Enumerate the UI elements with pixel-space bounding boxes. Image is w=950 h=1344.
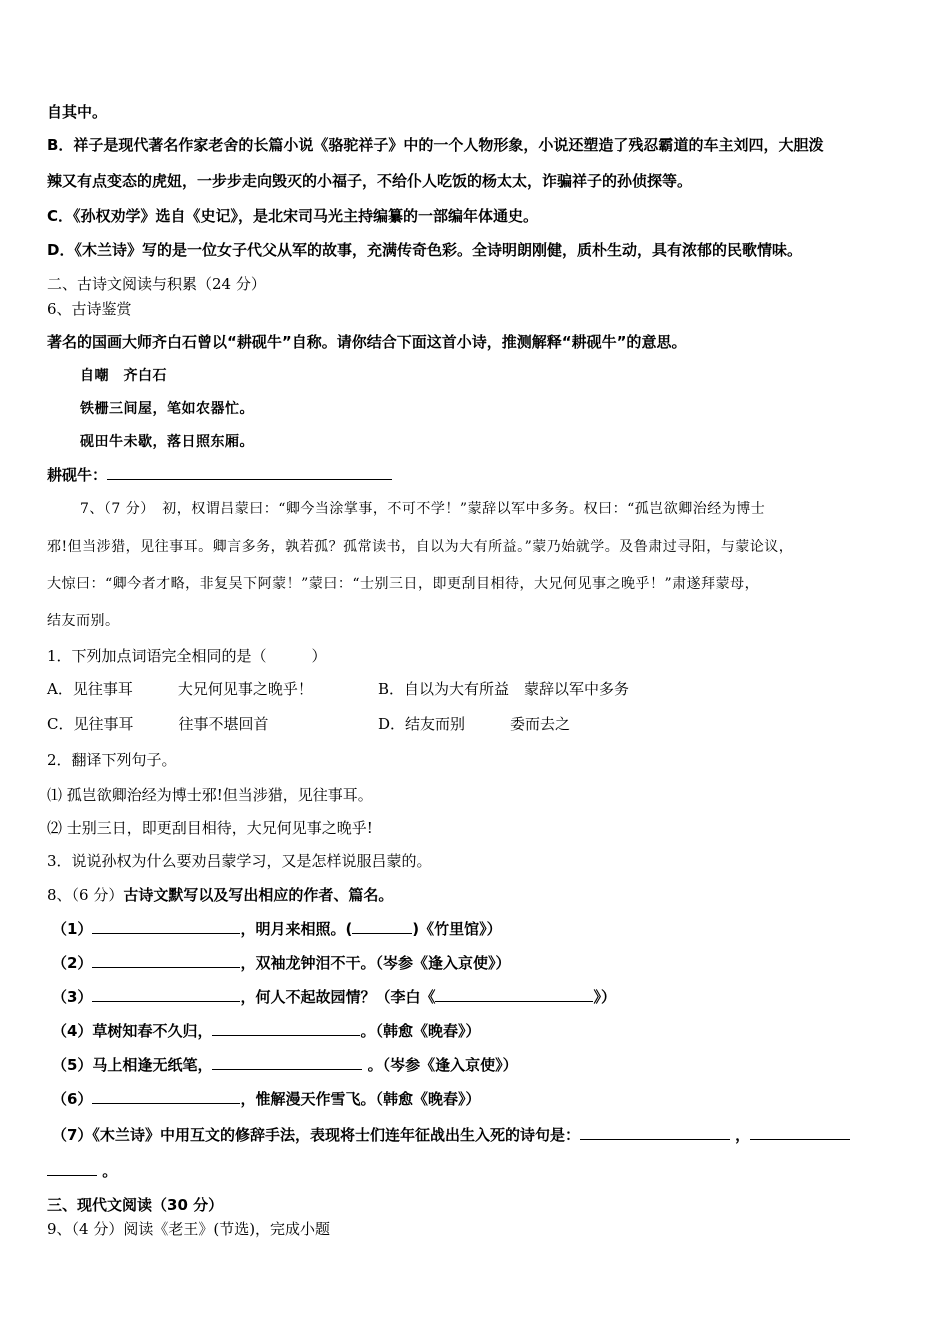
- item-text: （4）草树知春不久归，: [52, 1022, 213, 1040]
- fill-blank[interactable]: [92, 952, 240, 968]
- question-8-heading: [47, 884, 393, 906]
- fill-item-2: [52, 952, 510, 974]
- option-c: C．《孙权劝学》选自《史记》，是北宋司马光主持编纂的一部编年体通史。: [47, 207, 539, 225]
- fill-blank[interactable]: [47, 1160, 97, 1176]
- choice-d: D．结友而别 委而去之: [378, 715, 571, 733]
- item-number: （2）: [52, 954, 93, 972]
- subquestion-2: 2．翻译下列句子。: [47, 751, 177, 769]
- item-text: ，双袖龙钟泪不干。（岑参《逢入京使》）: [240, 954, 511, 972]
- item-text: 。: [97, 1162, 118, 1180]
- item-text: ，明月来相照。(: [240, 920, 353, 938]
- translate-item-1: ⑴ 孤岂欲卿治经为博士邪!但当涉猎，见往事耳。: [47, 786, 373, 804]
- option-b: B．祥子是现代著名作家老舍的长篇小说《骆驼祥子》中的一个人物形象，小说还塑造了残忍霸道的车主刘四，大胆泼: [47, 136, 824, 154]
- item-text: （5）马上相逢无纸笔，: [52, 1056, 213, 1074]
- answer-label: 耕砚牛：: [47, 466, 108, 484]
- text-line: 辣又有点变态的虎妞，一步步走向毁灭的小福子，不给仆人吃饭的杨太太，诈骗祥子的孙侦探等。: [47, 172, 693, 190]
- fill-item-7-continued: [47, 1160, 117, 1182]
- fill-blank[interactable]: [435, 986, 593, 1002]
- translate-item-2: ⑵ 士别三日，即更刮目相待，大兄何见事之晚乎!: [47, 819, 373, 837]
- item-text: （7）《木兰诗》中用互文的修辞手法，表现将士们连年征战出生入死的诗句是：: [52, 1126, 580, 1144]
- choice-c: C．见往事耳 往事不堪回首: [47, 715, 269, 733]
- item-number: （1）: [52, 920, 93, 938]
- question-9-heading: 9、（4 分）阅读《老王》(节选)，完成小题: [47, 1220, 331, 1238]
- fill-item-3: [52, 986, 616, 1008]
- fill-blank[interactable]: [212, 1054, 362, 1070]
- section-heading-2: 二、古诗文阅读与积累（24 分）: [47, 275, 266, 293]
- item-text: 》）: [593, 988, 616, 1006]
- fill-blank[interactable]: [212, 1020, 360, 1036]
- answer-blank[interactable]: [107, 464, 392, 480]
- item-text: ，何人不起故园情？（李白《: [240, 988, 436, 1006]
- poem-line: 铁栅三间屋，笔如农器忙。: [80, 401, 254, 417]
- item-text: 。（韩愈《晚春》）: [360, 1022, 481, 1040]
- item-text: ，惟解漫天作雪飞。（韩愈《晚春》）: [240, 1090, 481, 1108]
- subquestion-3: 3．说说孙权为什么要劝吕蒙学习，又是怎样说服吕蒙的。: [47, 852, 432, 870]
- answer-line-gengyanniu: [47, 464, 392, 486]
- item-text: ，: [729, 1126, 751, 1144]
- subquestion-1: 1．下列加点词语完全相同的是（ ）: [47, 647, 327, 665]
- question-6-heading: 6、古诗鉴赏: [47, 300, 132, 318]
- option-d: D．《木兰诗》写的是一位女子代父从军的故事，充满传奇色彩。全诗明朗刚健，质朴生动，具有浓郁的民歌情味。: [47, 241, 802, 259]
- question-6-prompt: 著名的国画大师齐白石曾以“耕砚牛”自称。请你结合下面这首小诗，推测解释“耕砚牛”的意思。: [47, 333, 687, 351]
- item-number: （6）: [52, 1090, 93, 1108]
- item-text: )《竹里馆》）: [412, 920, 502, 938]
- fill-item-5: [52, 1054, 518, 1076]
- question-7-text: 邪!但当涉猎，见往事耳。卿言多务，孰若孤？孤常读书，自以为大有所益。”蒙乃始就学。及鲁肃过寻阳，与蒙论议，: [47, 539, 794, 555]
- choice-b: B．自以为大有所益 蒙辞以军中多务: [378, 680, 630, 698]
- fill-blank[interactable]: [92, 986, 240, 1002]
- fill-item-7: [52, 1124, 850, 1146]
- item-number: （3）: [52, 988, 93, 1006]
- fill-item-1: [52, 918, 502, 940]
- fill-blank[interactable]: [580, 1124, 730, 1140]
- fill-blank[interactable]: [92, 918, 240, 934]
- question-7-text: 7、（7 分） 初，权谓吕蒙曰：“卿今当涂掌事，不可不学！”蒙辞以军中多务。权曰：“孤岂欲卿治经为博士: [80, 501, 766, 517]
- question-8-score: 8、（6 分）: [47, 886, 124, 904]
- fill-blank[interactable]: [352, 918, 412, 934]
- fill-item-6: [52, 1088, 480, 1110]
- fill-blank[interactable]: [750, 1124, 850, 1140]
- fill-item-4: [52, 1020, 480, 1042]
- poem-title: 自嘲 齐白石: [80, 368, 167, 384]
- text-line: 自其中。: [47, 103, 108, 121]
- poem-line: 砚田牛未歇，落日照东厢。: [80, 434, 254, 450]
- fill-blank[interactable]: [92, 1088, 240, 1104]
- question-7-text: 大惊曰：“卿今者才略，非复吴下阿蒙！”蒙曰：“士别三日，即更刮目相待，大兄何见事之晚乎！”肃遂拜蒙母，: [47, 576, 760, 592]
- question-8-prompt: 古诗文默写以及写出相应的作者、篇名。: [123, 886, 394, 904]
- choice-a: A．见往事耳 大兄何见事之晚乎！: [47, 680, 313, 698]
- question-7-text: 结友而别。: [47, 613, 120, 629]
- item-text: 。（岑参《逢入京使》）: [362, 1056, 518, 1074]
- section-heading-3: 三、现代文阅读（30 分）: [47, 1196, 224, 1214]
